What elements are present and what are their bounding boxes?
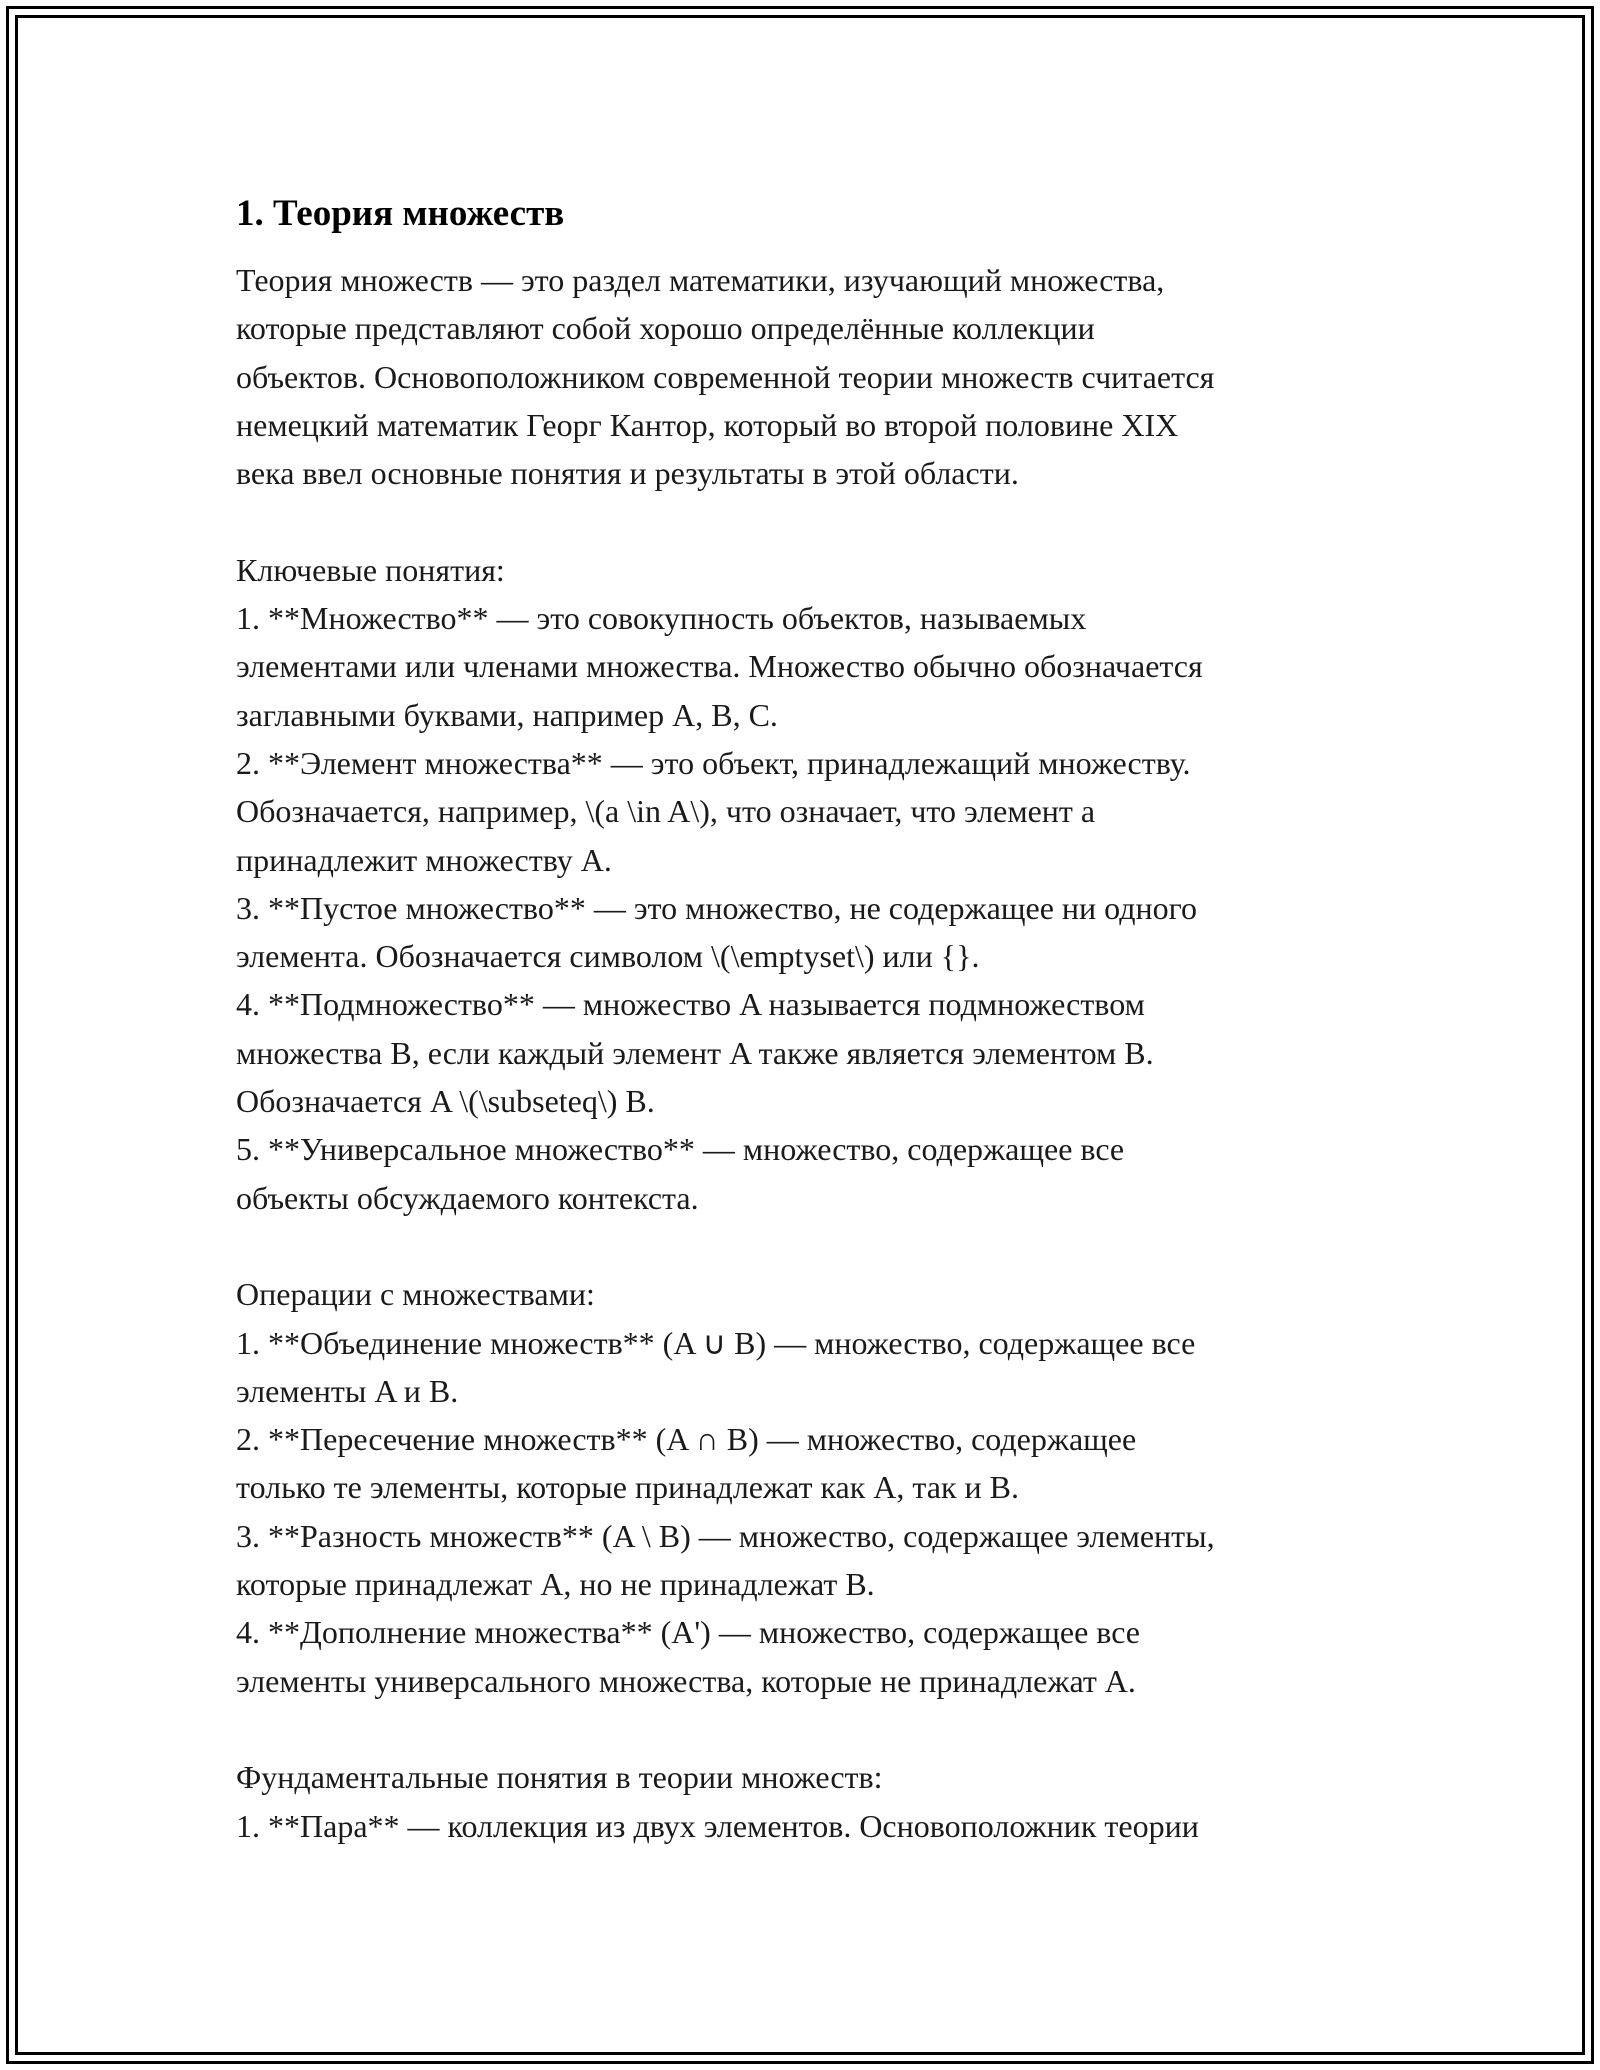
- text-line: элемента. Обозначается символом \(\emptyset\) или {}.: [236, 938, 980, 975]
- operations-title: Операции с множествами:: [236, 1276, 595, 1313]
- fundamentals-title: Фундаментальные понятия в теории множеств:: [236, 1759, 883, 1796]
- paragraph-gap: [236, 1705, 1386, 1753]
- text-line: 2. **Элемент множества** — это объект, принадлежащий множеству.: [236, 744, 1191, 781]
- operations-block: [236, 1270, 1386, 1705]
- text-line: которые представляют собой хорошо определённые коллекции: [236, 310, 1095, 347]
- text-line: Обозначается, например, \(a \in A\), что означает, что элемент a: [236, 793, 1096, 830]
- paragraph-gap: [236, 1222, 1386, 1270]
- intro-paragraph: [236, 256, 1386, 497]
- key-concepts-title: Ключевые понятия:: [236, 551, 505, 588]
- document-body: [236, 186, 1386, 1850]
- text-line: элементами или членами множества. Множество обычно обозначается: [236, 648, 1203, 685]
- text-line: только те элементы, которые принадлежат как A, так и B.: [236, 1469, 1019, 1506]
- text-line: 1. **Объединение множеств** (A ∪ B) — множество, содержащее все: [236, 1324, 1196, 1361]
- text-line: принадлежит множеству A.: [236, 841, 612, 878]
- text-line: 1. **Множество** — это совокупность объектов, называемых: [236, 600, 1087, 637]
- key-concepts-block: [236, 546, 1386, 1222]
- text-line: 3. **Разность множеств** (A \ B) — множество, содержащее элементы,: [236, 1517, 1215, 1554]
- paragraph-gap: [236, 497, 1386, 545]
- text-line: века ввел основные понятия и результаты в этой области.: [236, 455, 1019, 492]
- text-line: немецкий математик Георг Кантор, который во второй половине XIX: [236, 406, 1179, 443]
- text-line: множества B, если каждый элемент A также является элементом B.: [236, 1034, 1154, 1071]
- text-line: заглавными буквами, например A, B, C.: [236, 696, 778, 733]
- text-line: 4. **Дополнение множества** (A') — множество, содержащее все: [236, 1614, 1140, 1651]
- text-line: Теория множеств — это раздел математики, изучающий множества,: [236, 262, 1165, 298]
- text-line: 5. **Универсальное множество** — множество, содержащее все: [236, 1131, 1125, 1168]
- text-line: элементы универсального множества, которые не принадлежат A.: [236, 1662, 1136, 1699]
- text-line: которые принадлежат A, но не принадлежат B.: [236, 1566, 875, 1603]
- fundamentals-block: [236, 1753, 1386, 1850]
- section-heading: 1. Теория множеств: [236, 193, 565, 234]
- text-line: 1. **Пара** — коллекция из двух элементов. Основоположник теории: [236, 1807, 1199, 1844]
- text-line: 2. **Пересечение множеств** (A ∩ B) — множество, содержащее: [236, 1421, 1137, 1458]
- text-line: 3. **Пустое множество** — это множество, не содержащее ни одного: [236, 889, 1197, 926]
- text-line: объекты обсуждаемого контекста.: [236, 1179, 699, 1216]
- text-line: 4. **Подмножество** — множество A называется подмножеством: [236, 986, 1145, 1023]
- text-line: Обозначается A \(\subseteq\) B.: [236, 1083, 655, 1120]
- text-line: объектов. Основоположником современной теории множеств считается: [236, 358, 1215, 395]
- text-line: элементы A и B.: [236, 1372, 459, 1409]
